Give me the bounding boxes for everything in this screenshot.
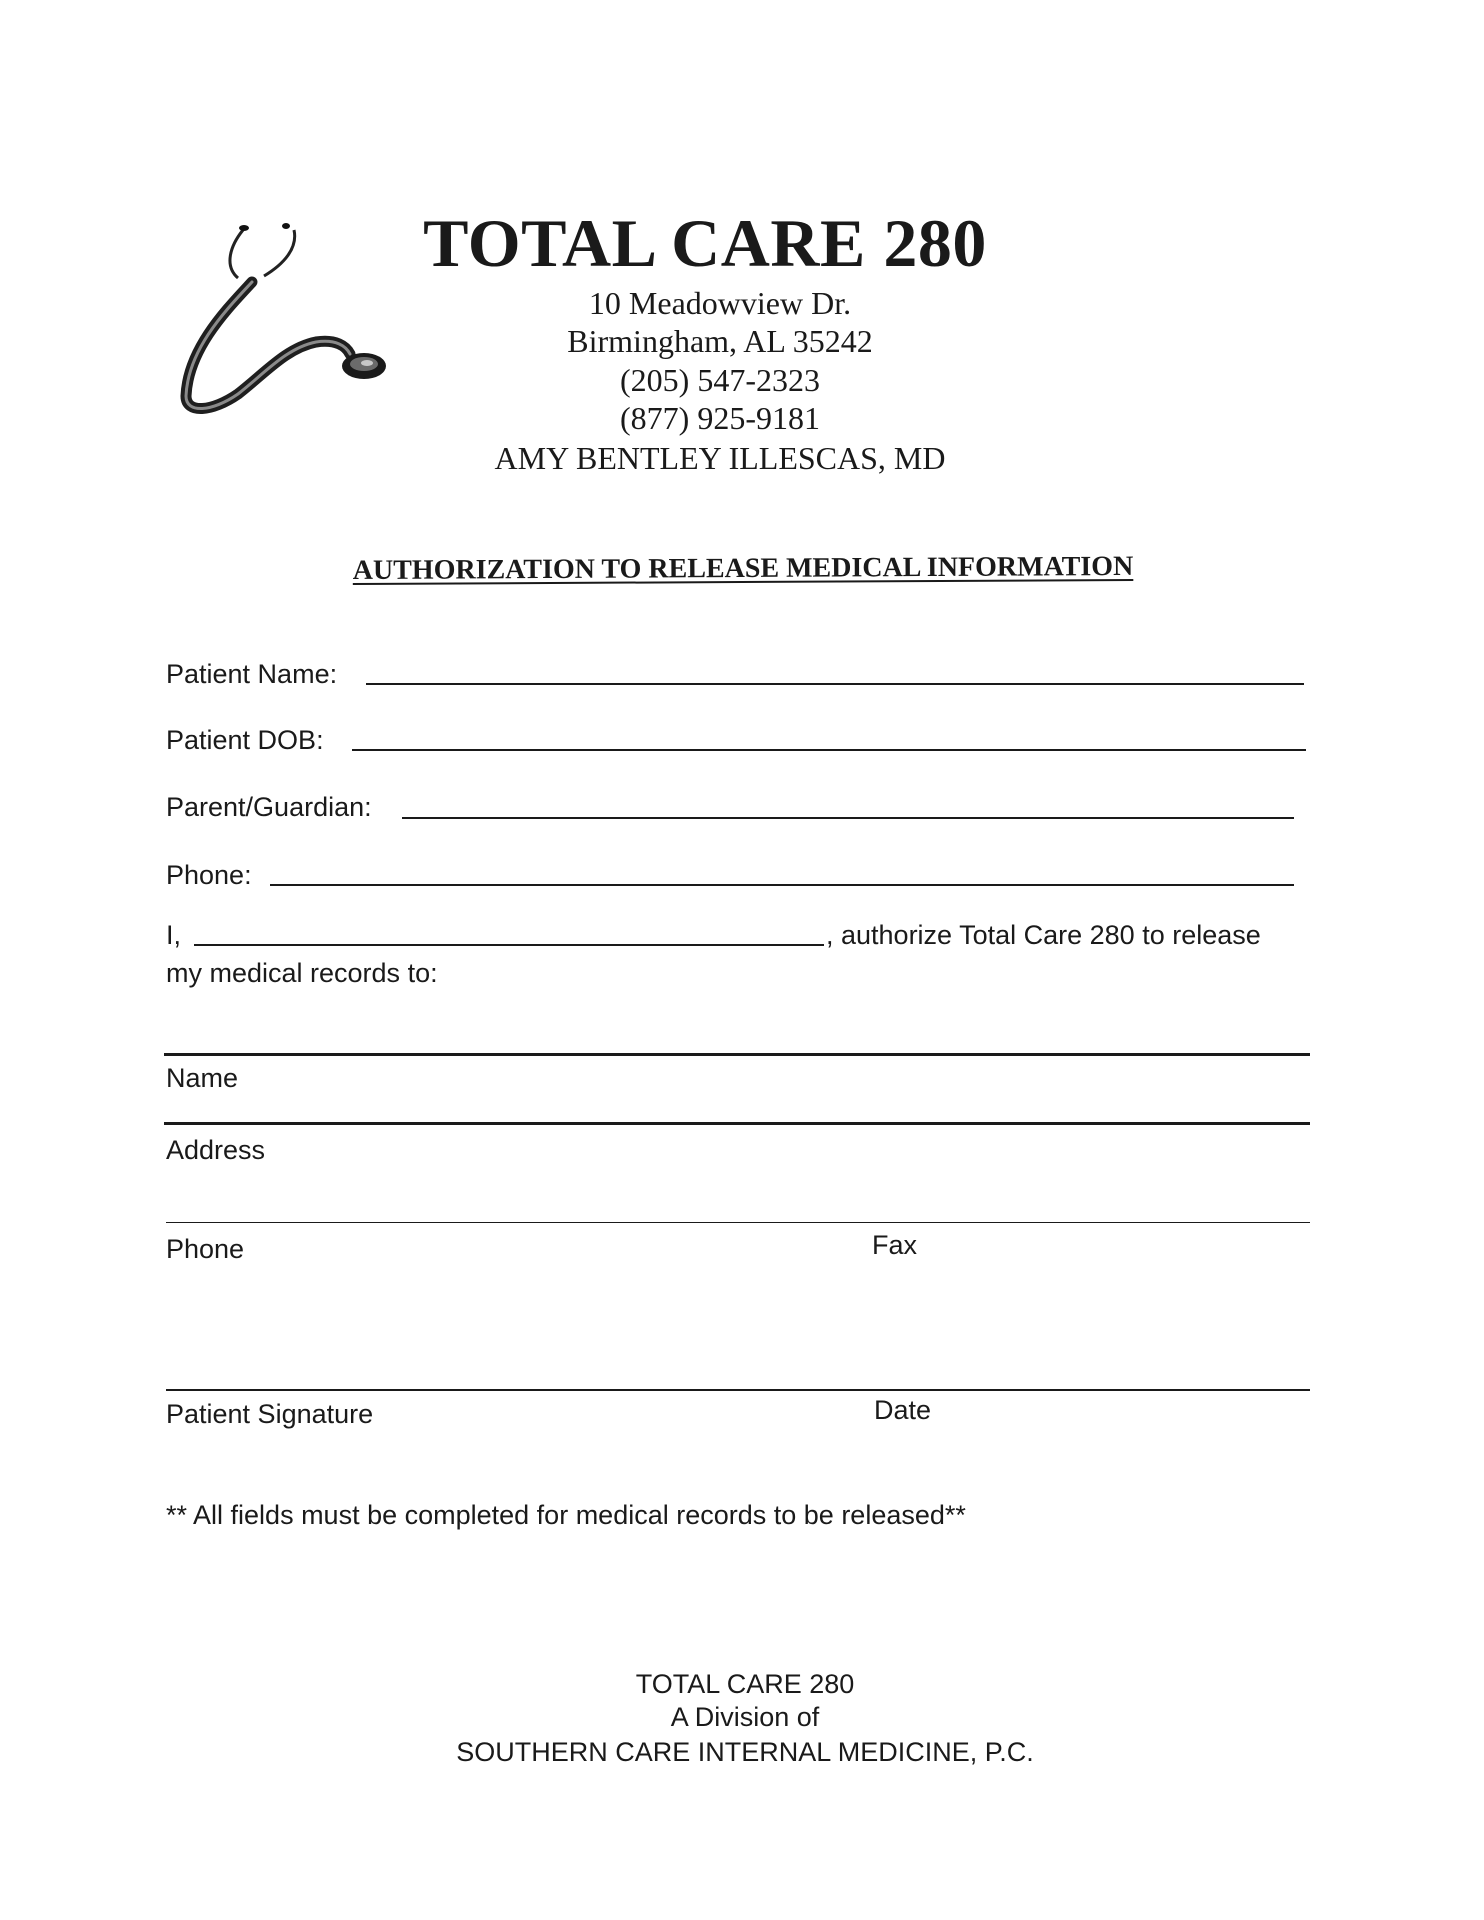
authorize-name-line[interactable] [194, 944, 824, 946]
patient-dob-label: Patient DOB: [166, 725, 324, 755]
footer-parent-company: SOUTHERN CARE INTERNAL MEDICINE, P.C. [456, 1737, 1034, 1767]
phone-label: Phone: [166, 860, 252, 890]
authorize-prefix: I, [166, 920, 182, 950]
clinic-phone-1: (205) 547-2323 [620, 362, 820, 398]
clinic-city: Birmingham, AL 35242 [567, 323, 873, 359]
guardian-label: Parent/Guardian: [166, 792, 372, 822]
clinic-phone-2: (877) 925-9181 [620, 400, 820, 436]
recipient-name-label: Name [166, 1063, 239, 1093]
recipient-phone-fax-line[interactable] [166, 1222, 1310, 1223]
authorize-text-line2: my medical records to: [166, 958, 438, 988]
date-label: Date [874, 1395, 932, 1425]
clinic-name: TOTAL CARE 280 [423, 205, 987, 281]
signature-label: Patient Signature [166, 1399, 374, 1429]
signature-date-line[interactable] [166, 1389, 1310, 1391]
clinic-doctor: AMY BENTLEY ILLESCAS, MD [494, 440, 946, 476]
stethoscope-icon [168, 218, 393, 418]
authorize-text: , authorize Total Care 280 to release [826, 920, 1261, 950]
phone-line[interactable] [270, 884, 1294, 886]
recipient-fax-label: Fax [872, 1230, 918, 1260]
recipient-name-line[interactable] [164, 1053, 1310, 1056]
form-title: AUTHORIZATION TO RELEASE MEDICAL INFORMATION [352, 550, 1134, 587]
guardian-line[interactable] [402, 817, 1294, 819]
patient-name-line[interactable] [366, 683, 1304, 685]
patient-dob-line[interactable] [352, 749, 1306, 751]
required-fields-note: ** All fields must be completed for medical records to be released** [166, 1500, 966, 1530]
recipient-address-label: Address [166, 1135, 266, 1165]
footer-clinic-name: TOTAL CARE 280 [635, 1669, 855, 1699]
recipient-phone-label: Phone [166, 1234, 245, 1264]
footer-division: A Division of [670, 1702, 820, 1732]
patient-name-label: Patient Name: [166, 659, 338, 689]
recipient-address-line[interactable] [164, 1122, 1310, 1125]
clinic-street: 10 Meadowview Dr. [588, 285, 852, 321]
